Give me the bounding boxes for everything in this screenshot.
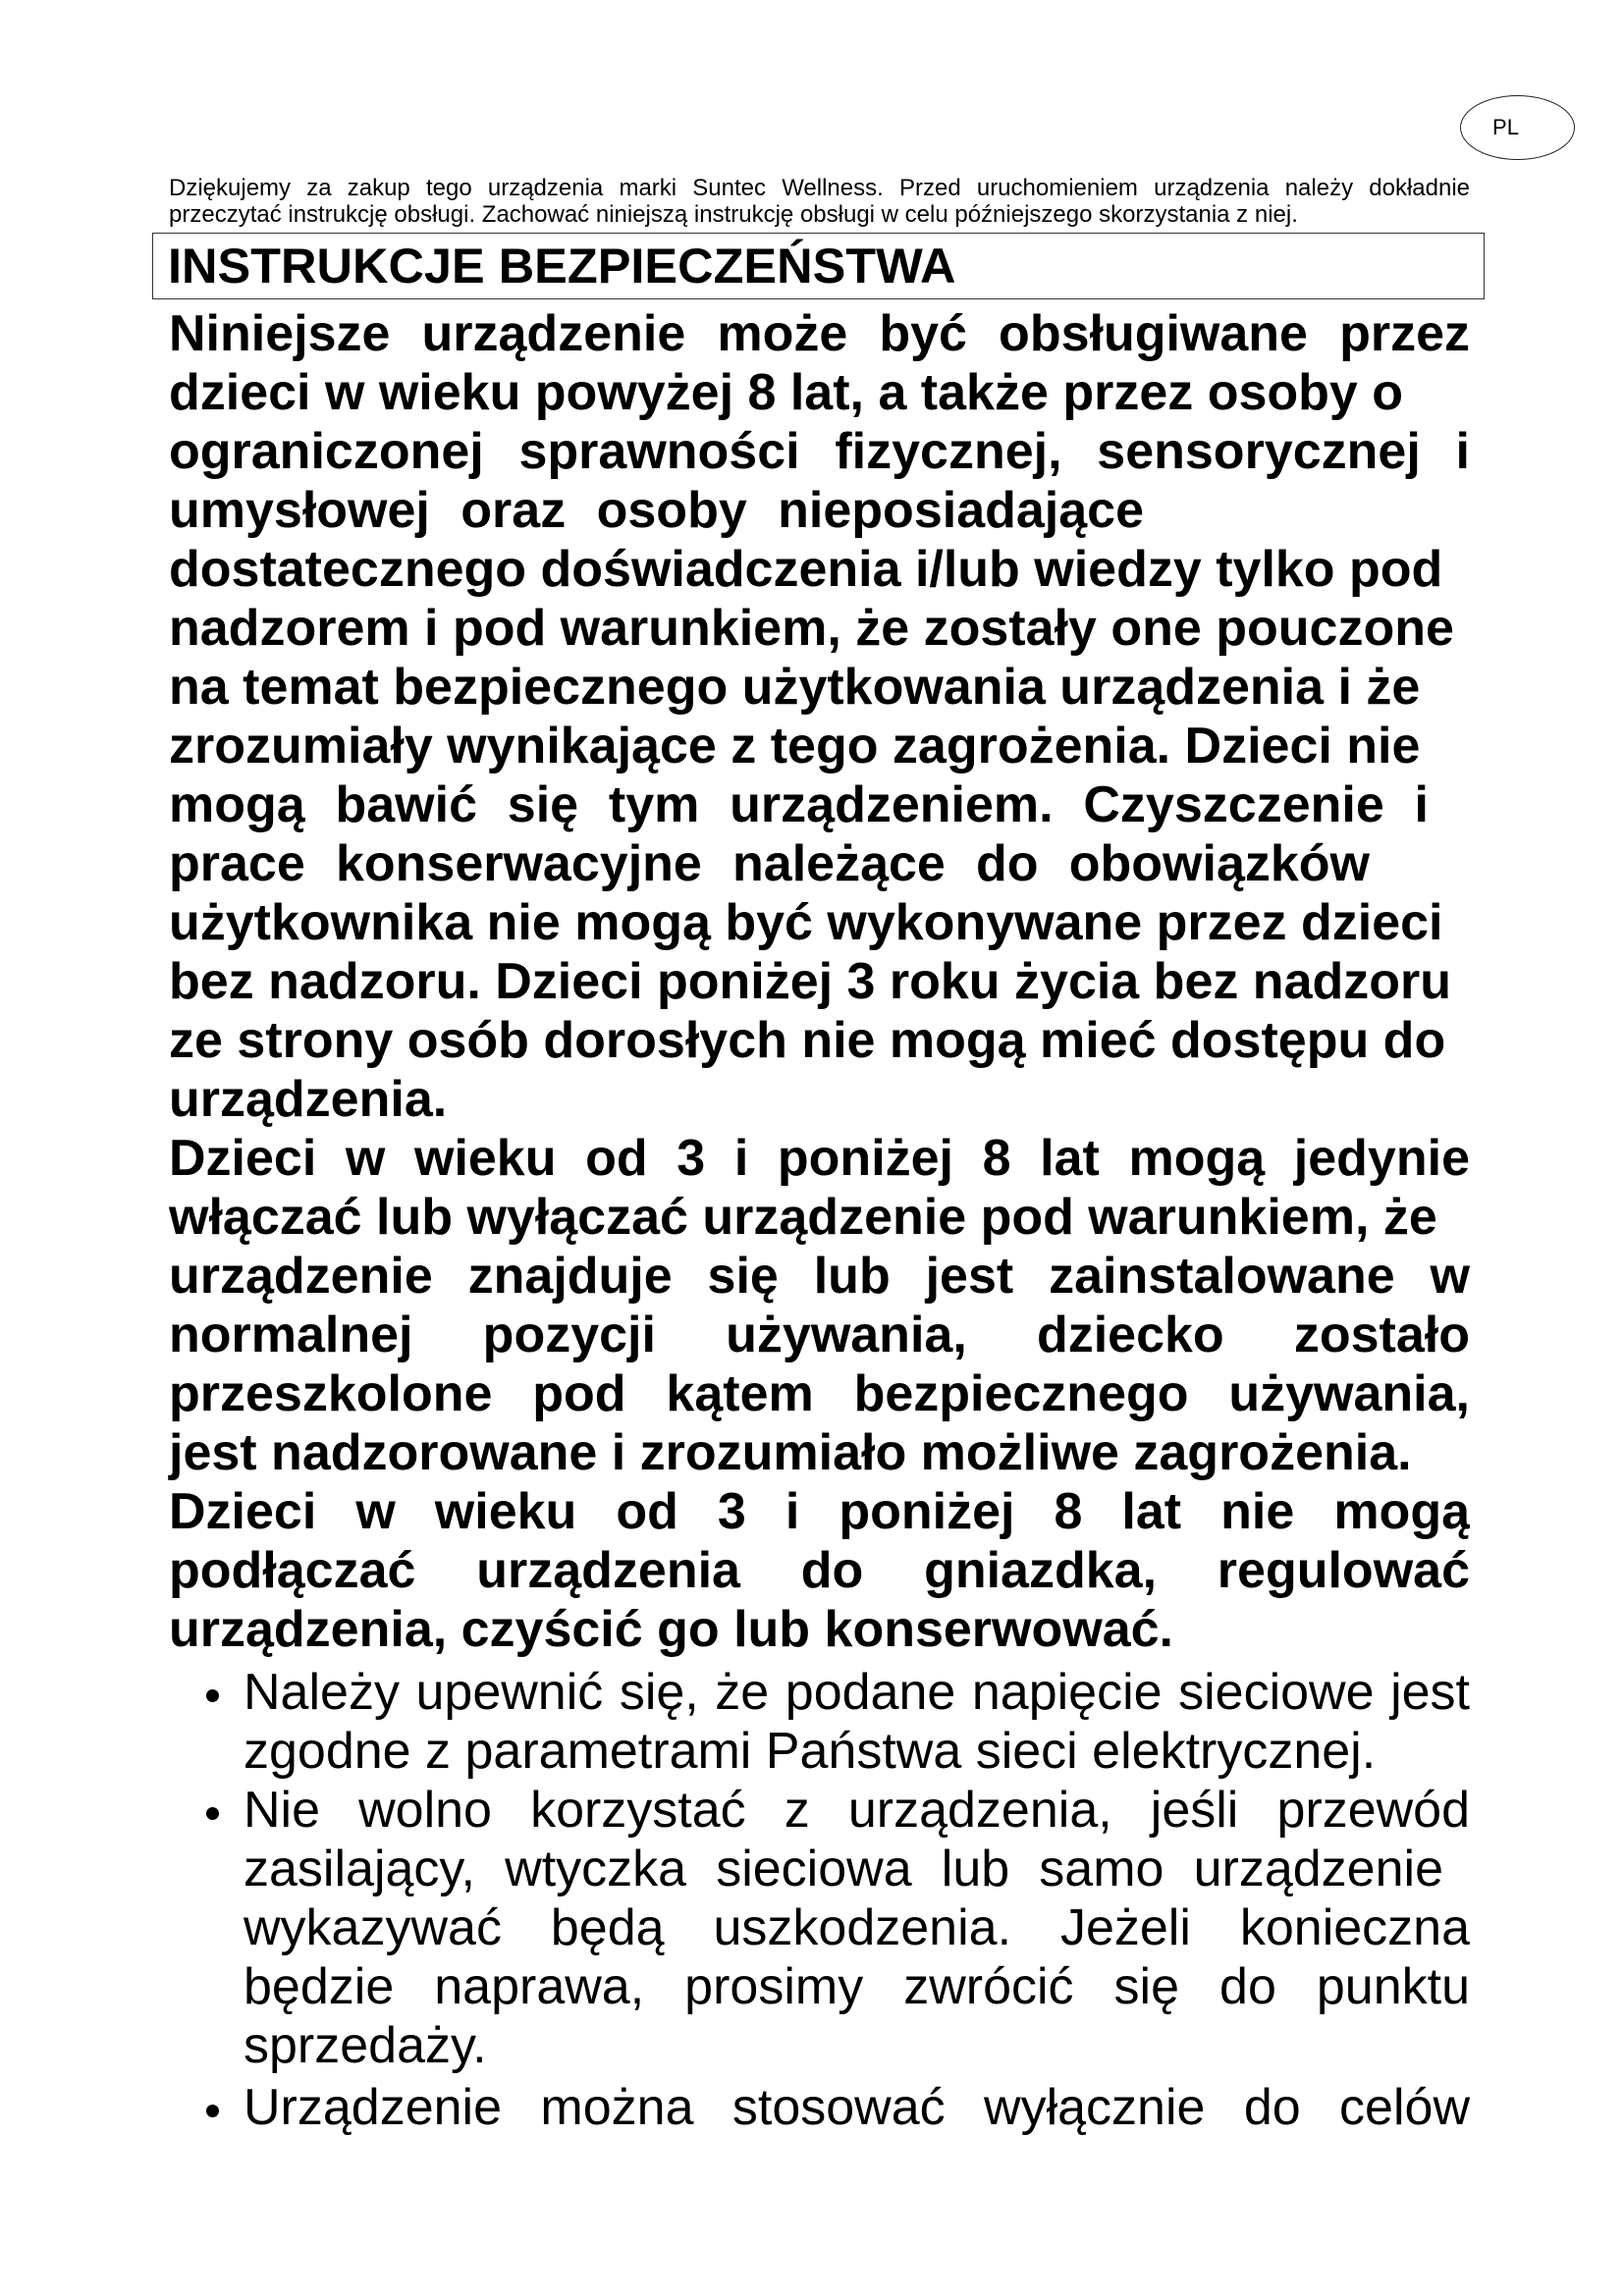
warning-line: prace konserwacyjne należące do obowiązków (169, 835, 1370, 892)
warning-line: mogą bawić się tym urządzeniem. Czyszczenie i (169, 776, 1429, 833)
warning-line: umysłowej oraz osoby nieposiadające (169, 482, 1144, 539)
list-item-line: Nie wolno korzystać z urządzenia, jeśli przewód (244, 1782, 1470, 1839)
list-item-line: wykazywać będą uszkodzenia. Jeżeli konieczna (244, 1899, 1470, 1956)
warning-line: na temat bezpiecznego użytkowania urządzenia i że (169, 659, 1421, 716)
warning-paragraph (169, 304, 1470, 1129)
warning-line: urządzenia. (169, 1071, 448, 1128)
warning-line: nadzorem i pod warunkiem, że zostały one pouczone (169, 600, 1454, 657)
list-item-line: będzie naprawa, prosimy zwrócić się do punktu (244, 1958, 1470, 2015)
list-item (169, 1781, 1470, 2075)
warning-paragraph (169, 1129, 1470, 1482)
safety-list (169, 1663, 1470, 2137)
child-safety-warning (169, 304, 1470, 1659)
list-item-line: Należy upewnić się, że podane napięcie sieciowe jest (244, 1664, 1470, 1721)
list-item-line: zgodne z parametrami Państwa sieci elektrycznej. (244, 1723, 1377, 1780)
warning-line: ze strony osób dorosłych nie mogą mieć dostępu do (169, 1012, 1446, 1069)
warning-line: Dzieci w wieku od 3 i poniżej 8 lat nie mogą (169, 1483, 1470, 1540)
warning-line: dzieci w wieku powyżej 8 lat, a także przez osoby o (169, 364, 1404, 421)
list-item-line: Urządzenie można stosować wyłącznie do celów (244, 2079, 1470, 2136)
language-code: PL (1492, 115, 1519, 139)
section-title-box (152, 233, 1485, 299)
bullet-icon (206, 1807, 219, 1820)
list-item (169, 2078, 1470, 2137)
warning-line: ograniczonej sprawności fizycznej, sensorycznej i (169, 423, 1470, 480)
warning-line: dostatecznego doświadczenia i/lub wiedzy tylko pod (169, 541, 1443, 598)
warning-paragraph (169, 1482, 1470, 1659)
bullet-icon (206, 2105, 219, 2117)
list-item (169, 1663, 1470, 1781)
bullet-icon (206, 1689, 219, 1702)
section-title: INSTRUKCJE BEZPIECZEŃSTWA (168, 238, 956, 294)
warning-line: urządzenia, czyścić go lub konserwować. (169, 1601, 1173, 1658)
list-item-line: sprzedaży. (244, 2017, 487, 2074)
warning-line: podłączać urządzenia do gniazdka, regulować (169, 1542, 1470, 1599)
warning-line: przeszkolone pod kątem bezpiecznego używania, (169, 1365, 1470, 1422)
intro-line: Dziękujemy za zakup tego urządzenia marki Suntec Wellness. Przed uruchomieniem urządzenia należy dokładnie (169, 175, 1470, 201)
language-badge (1460, 95, 1575, 160)
warning-line: bez nadzoru. Dzieci poniżej 3 roku życia bez nadzoru (169, 953, 1452, 1010)
warning-line: Dzieci w wieku od 3 i poniżej 8 lat mogą jedynie (169, 1130, 1470, 1187)
warning-line: użytkownika nie mogą być wykonywane przez dzieci (169, 894, 1443, 951)
warning-line: urządzenie znajduje się lub jest zainstalowane w (169, 1248, 1470, 1305)
warning-line: włączać lub wyłączać urządzenie pod warunkiem, że (169, 1189, 1437, 1246)
intro-line: przeczytać instrukcję obsługi. Zachować niniejszą instrukcję obsługi w celu późniejszego skorzystania z niej. (169, 201, 1298, 228)
warning-line: Niniejsze urządzenie może być obsługiwane przez (169, 305, 1470, 362)
warning-line: zrozumiały wynikające z tego zagrożenia. Dzieci nie (169, 718, 1421, 774)
warning-line: normalnej pozycji używania, dziecko zostało (169, 1307, 1470, 1363)
intro-text (169, 175, 1470, 228)
list-item-line: zasilający, wtyczka sieciowa lub samo urządzenie (244, 1841, 1443, 1897)
warning-line: jest nadzorowane i zrozumiało możliwe zagrożenia. (169, 1424, 1412, 1481)
